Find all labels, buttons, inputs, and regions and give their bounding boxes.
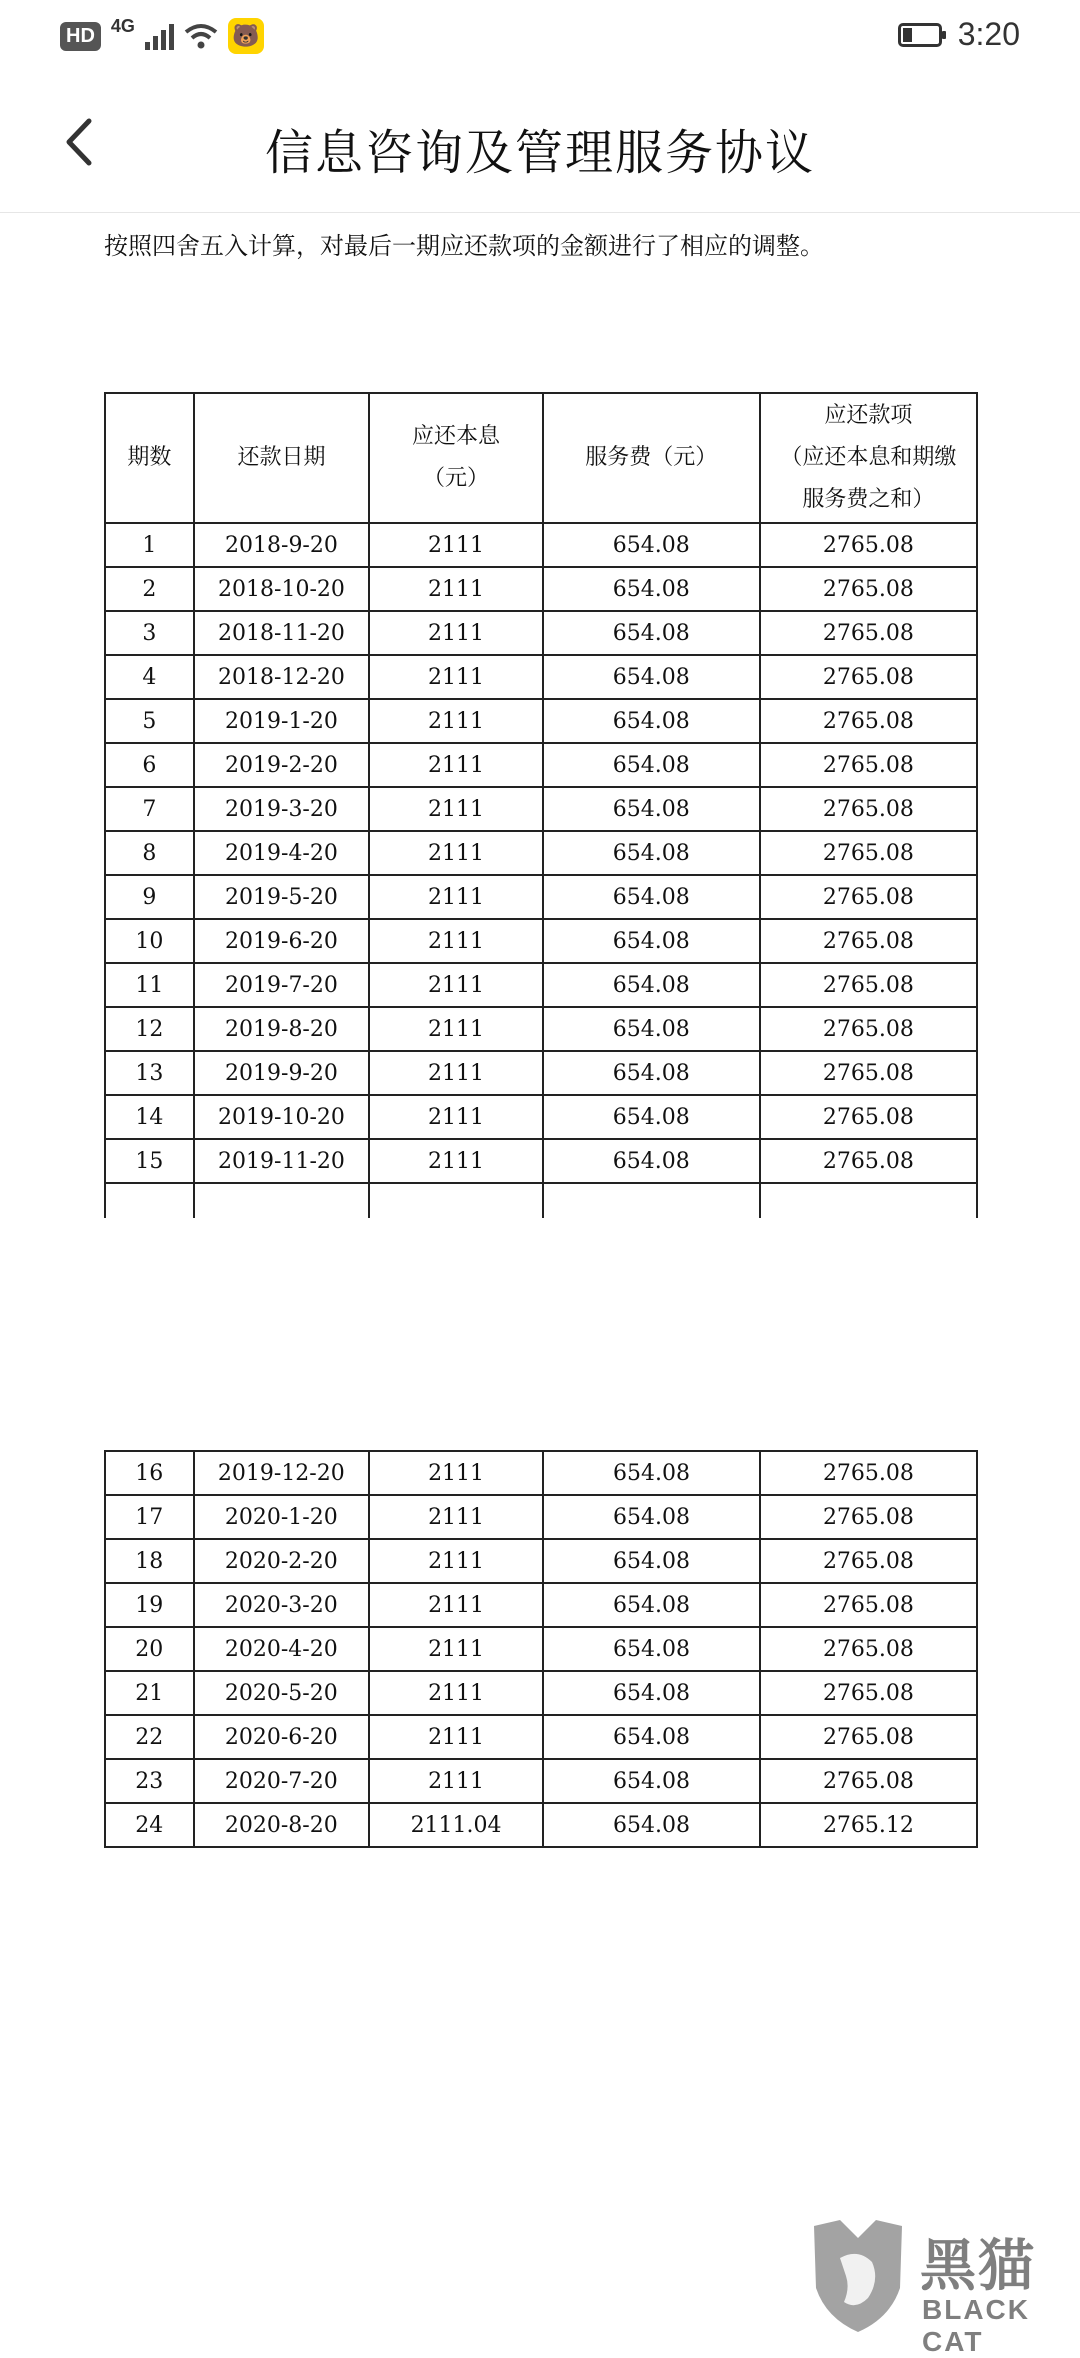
- cell-period: 1: [105, 523, 194, 567]
- cell-service-fee: 654.08: [543, 1139, 760, 1183]
- cell-period: 20: [105, 1627, 194, 1671]
- cell-principal-interest: 2111: [369, 1715, 543, 1759]
- cell-principal-interest: 2111: [369, 1139, 543, 1183]
- cell-period: 4: [105, 655, 194, 699]
- table-row: [105, 1583, 977, 1627]
- table-row: [105, 1539, 977, 1583]
- signal-icon: [145, 22, 174, 50]
- cell-date: 2019-11-20: [194, 1139, 370, 1183]
- table-row: [105, 963, 977, 1007]
- cell-date: 2019-7-20: [194, 963, 370, 1007]
- cut-cell: [105, 1183, 194, 1218]
- cell-service-fee: 654.08: [543, 1627, 760, 1671]
- cell-service-fee: 654.08: [543, 787, 760, 831]
- cell-period: 13: [105, 1051, 194, 1095]
- cell-service-fee: 654.08: [543, 875, 760, 919]
- cell-date: 2019-5-20: [194, 875, 370, 919]
- cell-service-fee: 654.08: [543, 611, 760, 655]
- black-cat-watermark: [810, 2218, 1080, 2357]
- cell-period: 6: [105, 743, 194, 787]
- cell-period: 10: [105, 919, 194, 963]
- cell-period: 22: [105, 1715, 194, 1759]
- cell-principal-interest: 2111: [369, 611, 543, 655]
- cell-date: 2018-12-20: [194, 655, 370, 699]
- table-row: [105, 1051, 977, 1095]
- app-notification-icon: 🐻: [228, 18, 264, 54]
- cell-principal-interest: 2111: [369, 919, 543, 963]
- cell-service-fee: 654.08: [543, 1715, 760, 1759]
- cell-date: 2019-10-20: [194, 1095, 370, 1139]
- table-row: [105, 567, 977, 611]
- cell-service-fee: 654.08: [543, 1007, 760, 1051]
- cell-amount-due: 2765.08: [760, 1539, 977, 1583]
- battery-icon: [898, 23, 942, 47]
- cell-period: 7: [105, 787, 194, 831]
- cell-amount-due: 2765.08: [760, 655, 977, 699]
- repayment-table-part-2: [104, 1450, 978, 1848]
- cell-date: 2020-6-20: [194, 1715, 369, 1759]
- cell-principal-interest: 2111: [369, 1051, 543, 1095]
- cell-date: 2018-11-20: [194, 611, 370, 655]
- cell-service-fee: 654.08: [543, 523, 760, 567]
- table-page-cut: [105, 1183, 977, 1218]
- cell-amount-due: 2765.08: [760, 611, 977, 655]
- status-bar: [0, 0, 1080, 72]
- cell-amount-due: 2765.08: [760, 743, 977, 787]
- cell-amount-due: 2765.08: [760, 567, 977, 611]
- cell-principal-interest: 2111: [369, 1539, 543, 1583]
- cell-principal-interest: 2111.04: [369, 1803, 543, 1847]
- cell-principal-interest: 2111: [369, 875, 543, 919]
- cell-amount-due: 2765.08: [760, 787, 977, 831]
- cell-principal-interest: 2111: [369, 699, 543, 743]
- table-row: [105, 1759, 977, 1803]
- cut-cell: [369, 1183, 543, 1218]
- cell-service-fee: 654.08: [543, 1759, 760, 1803]
- cell-amount-due: 2765.12: [760, 1803, 977, 1847]
- rounding-note: 按照四舍五入计算，对最后一期应还款项的金额进行了相应的调整。: [104, 232, 824, 260]
- cell-principal-interest: 2111: [369, 523, 543, 567]
- cell-service-fee: 654.08: [543, 831, 760, 875]
- status-time: 3:20: [957, 16, 1020, 52]
- cell-date: 2020-8-20: [194, 1803, 369, 1847]
- cell-principal-interest: 2111: [369, 963, 543, 1007]
- cell-date: 2020-7-20: [194, 1759, 369, 1803]
- page-title: 信息咨询及管理服务协议: [264, 125, 815, 181]
- table-row: [105, 1715, 977, 1759]
- cell-amount-due: 2765.08: [760, 1095, 977, 1139]
- cut-cell: [194, 1183, 370, 1218]
- cell-period: 9: [105, 875, 194, 919]
- table-row: [105, 1671, 977, 1715]
- cell-date: 2019-6-20: [194, 919, 370, 963]
- cell-date: 2019-2-20: [194, 743, 370, 787]
- cell-period: 23: [105, 1759, 194, 1803]
- cut-cell: [543, 1183, 760, 1218]
- cell-service-fee: 654.08: [543, 699, 760, 743]
- table-row: [105, 831, 977, 875]
- cell-service-fee: 654.08: [543, 1095, 760, 1139]
- cell-period: 11: [105, 963, 194, 1007]
- cell-date: 2019-12-20: [194, 1451, 369, 1495]
- header-period: 期数: [105, 393, 194, 523]
- cell-date: 2019-9-20: [194, 1051, 370, 1095]
- cell-period: 15: [105, 1139, 194, 1183]
- cell-date: 2018-9-20: [194, 523, 370, 567]
- table-row: [105, 1495, 977, 1539]
- header-amount-due: 应还款项 （应还本息和期缴 服务费之和）: [760, 393, 977, 523]
- nav-bar: [0, 72, 1080, 213]
- cell-principal-interest: 2111: [369, 1759, 543, 1803]
- cat-shield-logo-icon: [810, 2218, 906, 2334]
- cell-period: 2: [105, 567, 194, 611]
- cell-period: 16: [105, 1451, 194, 1495]
- wifi-icon: [184, 22, 218, 50]
- watermark-en: BLACK CAT: [922, 2294, 1030, 2357]
- cell-amount-due: 2765.08: [760, 1139, 977, 1183]
- cell-period: 18: [105, 1539, 194, 1583]
- cell-principal-interest: 2111: [369, 655, 543, 699]
- cell-date: 2018-10-20: [194, 567, 370, 611]
- cell-amount-due: 2765.08: [760, 1759, 977, 1803]
- cell-period: 5: [105, 699, 194, 743]
- cell-service-fee: 654.08: [543, 1051, 760, 1095]
- repayment-table-part-1: [104, 392, 978, 1218]
- cell-service-fee: 654.08: [543, 963, 760, 1007]
- hd-badge: HD: [60, 22, 101, 51]
- table-row: [105, 655, 977, 699]
- cell-amount-due: 2765.08: [760, 963, 977, 1007]
- cell-amount-due: 2765.08: [760, 1715, 977, 1759]
- cell-period: 19: [105, 1583, 194, 1627]
- cell-principal-interest: 2111: [369, 743, 543, 787]
- cell-period: 14: [105, 1095, 194, 1139]
- cell-principal-interest: 2111: [369, 831, 543, 875]
- table-row: [105, 611, 977, 655]
- cell-service-fee: 654.08: [543, 1495, 760, 1539]
- cell-date: 2019-8-20: [194, 1007, 370, 1051]
- cell-amount-due: 2765.08: [760, 523, 977, 567]
- cell-principal-interest: 2111: [369, 1007, 543, 1051]
- watermark-cn: 黑猫: [920, 2234, 1036, 2299]
- cell-service-fee: 654.08: [543, 743, 760, 787]
- cell-date: 2019-1-20: [194, 699, 370, 743]
- cell-period: 17: [105, 1495, 194, 1539]
- table-row: [105, 1627, 977, 1671]
- cell-principal-interest: 2111: [369, 1671, 543, 1715]
- cell-amount-due: 2765.08: [760, 919, 977, 963]
- table-row: [105, 1095, 977, 1139]
- table-row: [105, 1803, 977, 1847]
- table-row: [105, 743, 977, 787]
- cell-service-fee: 654.08: [543, 1671, 760, 1715]
- cell-period: 21: [105, 1671, 194, 1715]
- header-date: 还款日期: [194, 393, 370, 523]
- table-row: [105, 919, 977, 963]
- table-row: [105, 699, 977, 743]
- cell-period: 3: [105, 611, 194, 655]
- cell-period: 8: [105, 831, 194, 875]
- cell-principal-interest: 2111: [369, 1095, 543, 1139]
- cell-principal-interest: 2111: [369, 787, 543, 831]
- cell-date: 2020-5-20: [194, 1671, 369, 1715]
- cell-amount-due: 2765.08: [760, 1671, 977, 1715]
- cell-service-fee: 654.08: [543, 567, 760, 611]
- cell-principal-interest: 2111: [369, 1495, 543, 1539]
- cut-cell: [760, 1183, 977, 1218]
- cell-principal-interest: 2111: [369, 1451, 543, 1495]
- cell-date: 2019-3-20: [194, 787, 370, 831]
- status-icons-right: [898, 16, 1020, 53]
- cell-date: 2020-1-20: [194, 1495, 369, 1539]
- status-icons-left: [60, 15, 264, 54]
- cell-amount-due: 2765.08: [760, 1583, 977, 1627]
- cell-amount-due: 2765.08: [760, 1495, 977, 1539]
- header-principal-interest: 应还本息 （元）: [369, 393, 543, 523]
- cell-amount-due: 2765.08: [760, 875, 977, 919]
- cell-amount-due: 2765.08: [760, 1051, 977, 1095]
- header-service-fee: 服务费（元）: [543, 393, 760, 523]
- table-row: [105, 787, 977, 831]
- cell-period: 24: [105, 1803, 194, 1847]
- cell-amount-due: 2765.08: [760, 699, 977, 743]
- cell-principal-interest: 2111: [369, 1627, 543, 1671]
- cell-service-fee: 654.08: [543, 1539, 760, 1583]
- cell-principal-interest: 2111: [369, 1583, 543, 1627]
- table-header-row: [105, 393, 977, 523]
- cell-service-fee: 654.08: [543, 1803, 760, 1847]
- table-row: [105, 1139, 977, 1183]
- cell-amount-due: 2765.08: [760, 1627, 977, 1671]
- table-row: [105, 1451, 977, 1495]
- network-type: 4G: [110, 15, 135, 36]
- cell-amount-due: 2765.08: [760, 831, 977, 875]
- cell-date: 2019-4-20: [194, 831, 370, 875]
- cell-date: 2020-2-20: [194, 1539, 369, 1583]
- cell-service-fee: 654.08: [543, 1451, 760, 1495]
- cell-amount-due: 2765.08: [760, 1451, 977, 1495]
- cell-service-fee: 654.08: [543, 1583, 760, 1627]
- cell-amount-due: 2765.08: [760, 1007, 977, 1051]
- cell-date: 2020-3-20: [194, 1583, 369, 1627]
- table-row: [105, 523, 977, 567]
- cell-date: 2020-4-20: [194, 1627, 369, 1671]
- table-row: [105, 875, 977, 919]
- cell-service-fee: 654.08: [543, 919, 760, 963]
- cell-period: 12: [105, 1007, 194, 1051]
- cell-principal-interest: 2111: [369, 567, 543, 611]
- table-row: [105, 1007, 977, 1051]
- cell-service-fee: 654.08: [543, 655, 760, 699]
